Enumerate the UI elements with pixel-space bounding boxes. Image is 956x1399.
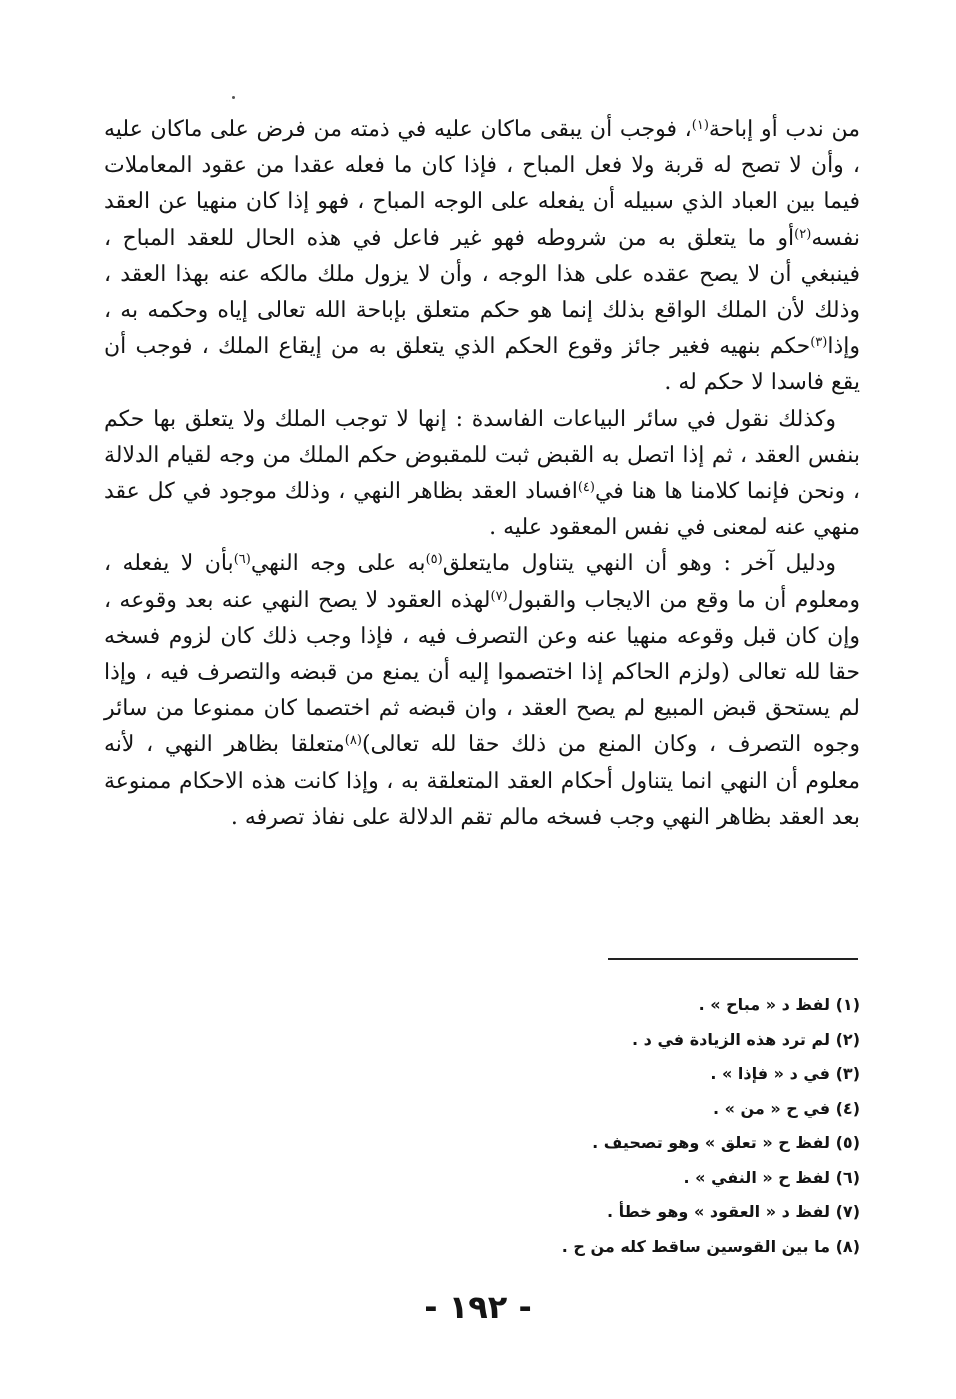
footnote-3: (٣) في د « فإذا » .: [710, 1064, 860, 1083]
footnote-ref-5: (٥): [425, 552, 443, 568]
footnote-5: (٥) لفظ ح « تعلق » وهو تصحيف .: [592, 1133, 860, 1152]
paragraph-1-text: من ندب أو إباحة: [708, 117, 860, 142]
footnote-ref-8: (٨): [344, 733, 362, 749]
main-text: [104, 112, 860, 836]
footnote-ref-6: (٦): [233, 552, 251, 568]
footnote-1: (١) لفظ د « مباح » .: [698, 995, 860, 1014]
paragraph-3: [104, 546, 860, 836]
footnote-ref-7: (٧): [490, 588, 508, 604]
footnote-ref-4: (٤): [577, 480, 595, 496]
page-number: - ١٩٢ -: [424, 1288, 532, 1326]
paragraph-3-text: بأن لا يفعله ، ومعلوم أن ما وقع من الايجاب والقبول: [104, 551, 860, 613]
scan-speck: [232, 96, 235, 99]
paragraph-3-text: ودليل آخر : وهو أن النهي يتناول مايتعلق: [442, 551, 836, 577]
footnote-ref-3: (٣): [810, 335, 828, 351]
paragraph-3-text: لهذه العقود لا يصح النهي عنه بعد وقوعه ، وإن كان قبل وقوعه منهيا عنه وعن التصرف فيه ، فإذا وجب ذلك كان لزوم فسخه حقا لله تعالى (ولزم الحاكم إذا اختصموا إليه أن يمنع من قبضه والتصرف فيه ، وإذا لم يستحق قبض المبيع لم يصح العقد ، وان قبضه ثم اختصما كان ممنوعا من سائر وجوه التصرف ، وكان المنع من ذلك حقا لله تعالى): [104, 587, 860, 758]
footnote-ref-2: (٢): [794, 226, 812, 242]
footnote-separator: [608, 958, 858, 960]
paragraph-2-text: افساد العقد بظاهر النهي ، وذلك موجود في كل عقد منهي عنه لمعنى في نفس المعقود عليه .: [104, 479, 860, 541]
paragraph-1: [104, 112, 860, 402]
footnotes: [520, 988, 860, 1264]
footnote-2: (٢) لم ترد هذه الزيادة في د .: [632, 1029, 860, 1049]
paragraph-2-text: وكذلك نقول في سائر البياعات الفاسدة : إنها لا توجب الملك ولا يتعلق بها حكم بنفس العقد ، ثم إذا اتصل به القبض ثبت للمقبوض حكم الملك من وجه لقيام الدلالة ، ونحن فإنما كلامنا ها هنا في: [104, 406, 860, 505]
footnote-7: (٧) لفظ د « العقود » وهو خطأ .: [606, 1202, 860, 1221]
footnote-ref-1: (١): [691, 118, 709, 133]
footnote-4: (٤) في ح « من » .: [712, 1098, 860, 1118]
paragraph-2: [104, 402, 860, 547]
footnote-6: (٦) لفظ ح « النفي » .: [683, 1167, 860, 1187]
footnote-8: (٨) ما بين القوسين ساقط كله من ح .: [561, 1236, 860, 1256]
paragraph-1-text: ، فوجب أن يبقى ماكان عليه في ذمته من فرض على ماكان عليه ، وأن لا تصح له قربة ولا فعل المباح ، فإذا كان ما فعله عقدا من عقود المعاملات فيما بين العباد الذي سبيله أن يفعله على الوجه المباح ، فهو إذا كان منهيا عن العقد نفسه: [104, 117, 860, 251]
paragraph-1-text: أو ما يتعلق به من شروطه فهو غير فاعل في هذه الحال للعقد المباح ، فينبغي أن لا يصح عقده على هذا الوجه ، وأن لا يزول ملك مالكه عنه بهذا العقد ، وذلك لأن الملك الواقع بذلك إنما هو حكم متعلق بإباحة الله تعالى إياه وحكمه به ، وإذا: [104, 225, 860, 360]
paragraph-3-text: به على وجه النهي: [250, 551, 426, 577]
paragraph-1-text: حكم بنهيه فغير جائز وقوع الحكم الذي يتعلق به من إيقاع الملك ، فوجب أن يقع فاسدا لا حكم له .: [104, 334, 860, 396]
paragraph-3-text: متعلقا بظاهر النهي ، لأنه معلوم أن النهي انما يتناول أحكام العقد المتعلقة به ، وإذا كانت هذه الاحكام ممنوعة بعد العقد بظاهر النهي وجب فسخه مالم تقم الدلالة على نفاذ تصرفه .: [104, 732, 860, 830]
